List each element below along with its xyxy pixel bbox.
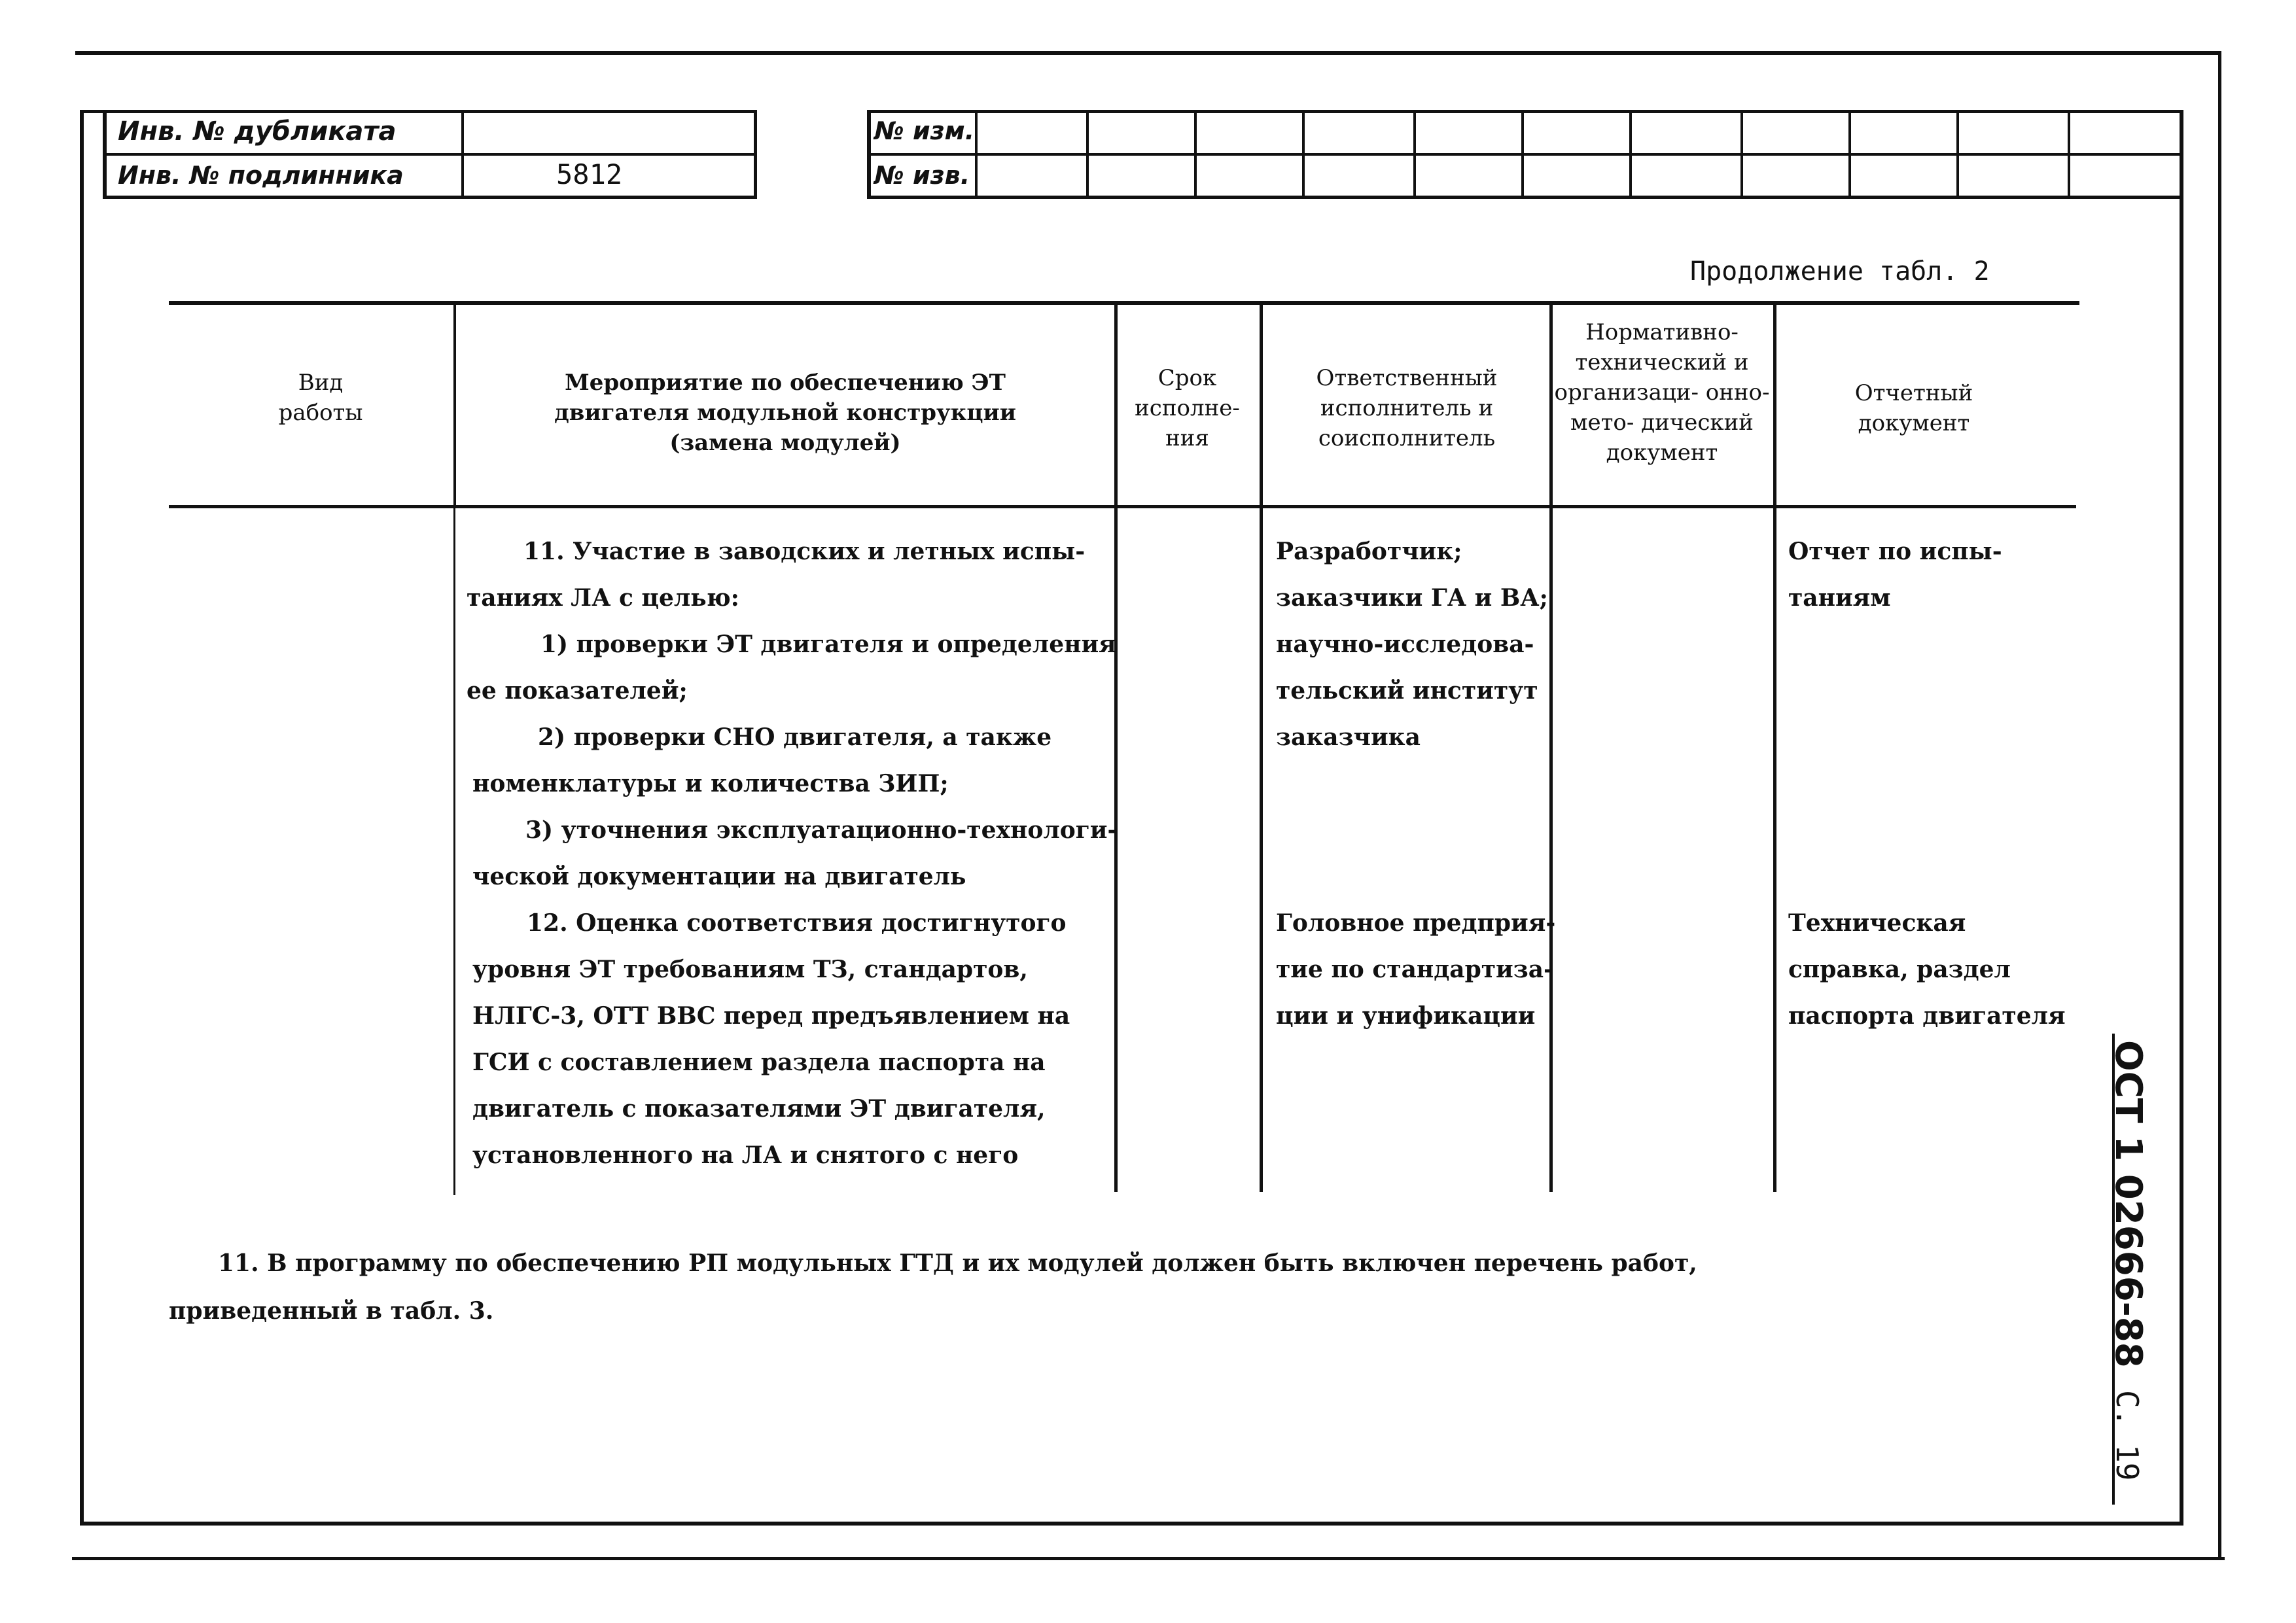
report-line: справка, раздел <box>1788 956 2011 983</box>
measure-line: ее показателей; <box>467 677 688 705</box>
measure-line: 1) проверки ЭТ двигателя и определения <box>540 631 1116 658</box>
measure-line: таниях ЛА с целью: <box>467 584 739 612</box>
measure-line: ческой документации на двигатель <box>472 863 966 890</box>
report-line: таниям <box>1788 584 1891 612</box>
measure-line: 3) уточнения эксплуатационно-технологи- <box>525 816 1118 844</box>
measure-line: двигатель с показателями ЭТ двигателя, <box>472 1095 1046 1123</box>
header-deadline: Срок исполне- ния <box>1135 365 1240 451</box>
inv-original-value: 5812 <box>556 158 623 190</box>
header-normative-doc: Нормативно- технический и организаци- онно-мето- дический документ <box>1554 319 1770 466</box>
responsible-line: тельский институт <box>1276 677 1538 705</box>
header-responsible: Ответственный исполнитель и соисполнитель <box>1316 365 1498 451</box>
header-measure: Мероприятие по обеспечению ЭТ двигателя модульной конструкции (замена модулей) <box>554 370 1016 456</box>
header-report-doc: Отчетный документ <box>1854 380 1973 436</box>
measure-line: 2) проверки СНО двигателя, а также <box>538 724 1052 751</box>
report-line: Отчет по испы- <box>1788 538 2002 565</box>
frame-bottom <box>80 1522 2183 1526</box>
top-rule <box>75 51 2221 55</box>
change-no-label: № изм. <box>874 116 975 145</box>
table-continuation-caption: Продолжение табл. 2 <box>1690 256 1990 287</box>
responsible-line: заказчики ГА и ВА; <box>1276 584 1548 612</box>
report-line: паспорта двигателя <box>1788 1002 2066 1030</box>
responsible-line: тие по стандартиза- <box>1276 956 1553 983</box>
notice-no-label: № изв. <box>874 161 970 190</box>
responsible-line: заказчика <box>1276 724 1421 751</box>
inv-original-label: Инв. № подлинника <box>118 161 404 190</box>
measure-line: 11. Участие в заводских и летных испы- <box>523 538 1086 565</box>
report-line: Техническая <box>1788 909 1966 937</box>
bottom-rule <box>72 1557 2225 1560</box>
inv-duplicate-label: Инв. № дубликата <box>118 116 397 147</box>
paragraph-line-2: приведенный в табл. 3. <box>169 1297 494 1325</box>
measure-line: номенклатуры и количества ЗИП; <box>472 770 949 797</box>
doc-code: ОСТ 1 02666-88 <box>2107 1040 2149 1368</box>
frame-top-right <box>867 110 2183 113</box>
measure-line: 12. Оценка соответствия достигнутого <box>527 909 1067 937</box>
measure-line: установленного на ЛА и снятого с него <box>472 1142 1019 1169</box>
frame-top <box>80 110 757 113</box>
responsible-line: ции и унификации <box>1276 1002 1536 1030</box>
responsible-line: Головное предприя- <box>1276 909 1556 937</box>
measure-line: уровня ЭТ требованиям ТЗ, стандартов, <box>472 956 1028 983</box>
header-work-type: Вид работы <box>278 370 363 426</box>
responsible-line: научно-исследова- <box>1276 631 1534 658</box>
paragraph-line-1: 11. В программу по обеспечению РП модульных ГТД и их модулей должен быть включен перечень работ, <box>218 1249 1697 1277</box>
frame-left <box>80 110 84 1524</box>
measure-line: НЛГС-3, ОТТ ВВС перед предъявлением на <box>472 1002 1070 1030</box>
frame-right-outer <box>2218 52 2221 1557</box>
measure-line: ГСИ с составлением раздела паспорта на <box>472 1049 1046 1076</box>
page-number: С. 19 <box>2110 1390 2145 1481</box>
frame-right <box>2180 110 2183 1526</box>
responsible-line: Разработчик; <box>1276 538 1462 565</box>
